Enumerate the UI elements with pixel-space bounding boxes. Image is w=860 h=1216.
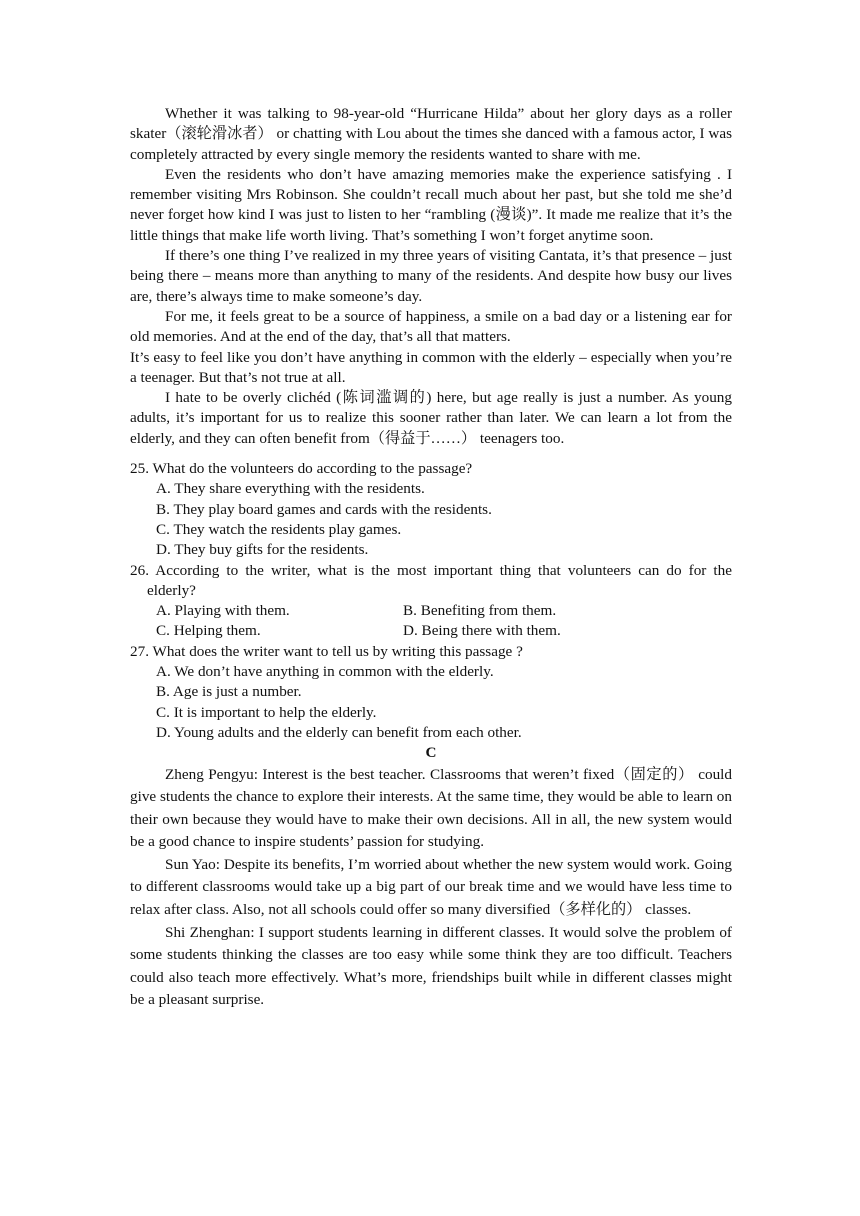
question-26 — [130, 561, 732, 642]
option-b: B. Benefiting from them. — [403, 602, 557, 620]
passage-paragraph: Whether it was talking to 98-year-old “Hurricane Hilda” about her glory days as a roller skater（滚轮滑冰者） or chatting with Lou about the times she danced with a famous actor, I was completely attracted by every single memory the residents wanted to share with me. — [130, 105, 732, 163]
passage-paragraph: Sun Yao: Despite its benefits, I’m worried about whether the new system would work. Going to different classrooms would take up a big part of our break time and we would have less time to relax after class. Also, not all schools could offer so many diversified（多样化的） classes. — [130, 855, 732, 919]
question-text: 26. According to the writer, what is the most important thing that volunteers can do for the elderly? — [130, 561, 732, 599]
passage-paragraph: Shi Zhenghan: I support students learning in different classes. It would solve the problem of some students thinking the classes are too easy while some think they are too difficult. Teachers could also teach more effectively. What’s more, friendships built while in different classes might be a pleasant surprise. — [130, 923, 732, 1009]
section-heading: C — [425, 744, 437, 762]
option-d: D. Being there with them. — [403, 622, 561, 640]
passage-paragraph: It’s easy to feel like you don’t have anything in common with the elderly – especially when you’re a teenager. But that’s not true at all. — [130, 348, 732, 386]
option-c: C. They watch the residents play games. — [156, 520, 402, 538]
question-text: 25. What do the volunteers do according to the passage? — [130, 460, 473, 478]
passage-paragraph: For me, it feels great to be a source of happiness, a smile on a bad day or a listening ear for old memories. And at the end of the day, that’s all that matters. — [130, 307, 732, 346]
passage-paragraph: I hate to be overly clichéd (陈词滥调的) here, but age really is just a number. As young adults, it’s important for us to realize this sooner rather than later. We can learn a lot from the elderly, and they can often benefit from（得益于……） teenagers too. — [130, 389, 732, 447]
option-c: C. Helping them. — [156, 622, 261, 640]
option-row — [130, 621, 732, 641]
option-a: A. They share everything with the residents. — [156, 480, 425, 498]
question-list — [130, 459, 732, 743]
question-text: 27. What does the writer want to tell us by writing this passage ? — [130, 642, 523, 660]
passage-paragraph: Even the residents who don’t have amazing memories make the experience satisfying . I remember visiting Mrs Robinson. She couldn’t recall much about her past, but she told me she’d never forget how kind I was just to listen to her “rambling (漫谈)”. It made me realize that it’s the little things that make life worth living. That’s something I won’t forget anytime soon. — [130, 165, 732, 244]
passage-c — [130, 764, 732, 1013]
passage-paragraph: If there’s one thing I’ve realized in my three years of visiting Cantata, it’s that presence – just being there – means more than anything to many of the residents. And despite how busy our lives are, there’s always time to make someone’s day. — [130, 247, 732, 305]
option-b: B. They play board games and cards with the residents. — [156, 500, 492, 518]
question-25 — [130, 459, 732, 560]
option-b: B. Age is just a number. — [156, 683, 302, 701]
option-d: D. Young adults and the elderly can benefit from each other. — [156, 723, 522, 741]
option-d: D. They buy gifts for the residents. — [156, 541, 369, 559]
option-c: C. It is important to help the elderly. — [156, 703, 377, 721]
option-a: A. We don’t have anything in common with the elderly. — [156, 663, 494, 681]
option-row — [130, 601, 732, 621]
option-a: A. Playing with them. — [156, 602, 290, 620]
question-27 — [130, 642, 732, 743]
passage-paragraph: Zheng Pengyu: Interest is the best teacher. Classrooms that weren’t fixed（固定的） could give students the chance to explore their interests. At the same time, they would be able to learn on their own because they would have to make their own decisions. All in all, the new system would be a good chance to inspire students’ passion for studying. — [130, 765, 732, 851]
passage-b — [130, 104, 732, 449]
document-page — [130, 104, 732, 1012]
